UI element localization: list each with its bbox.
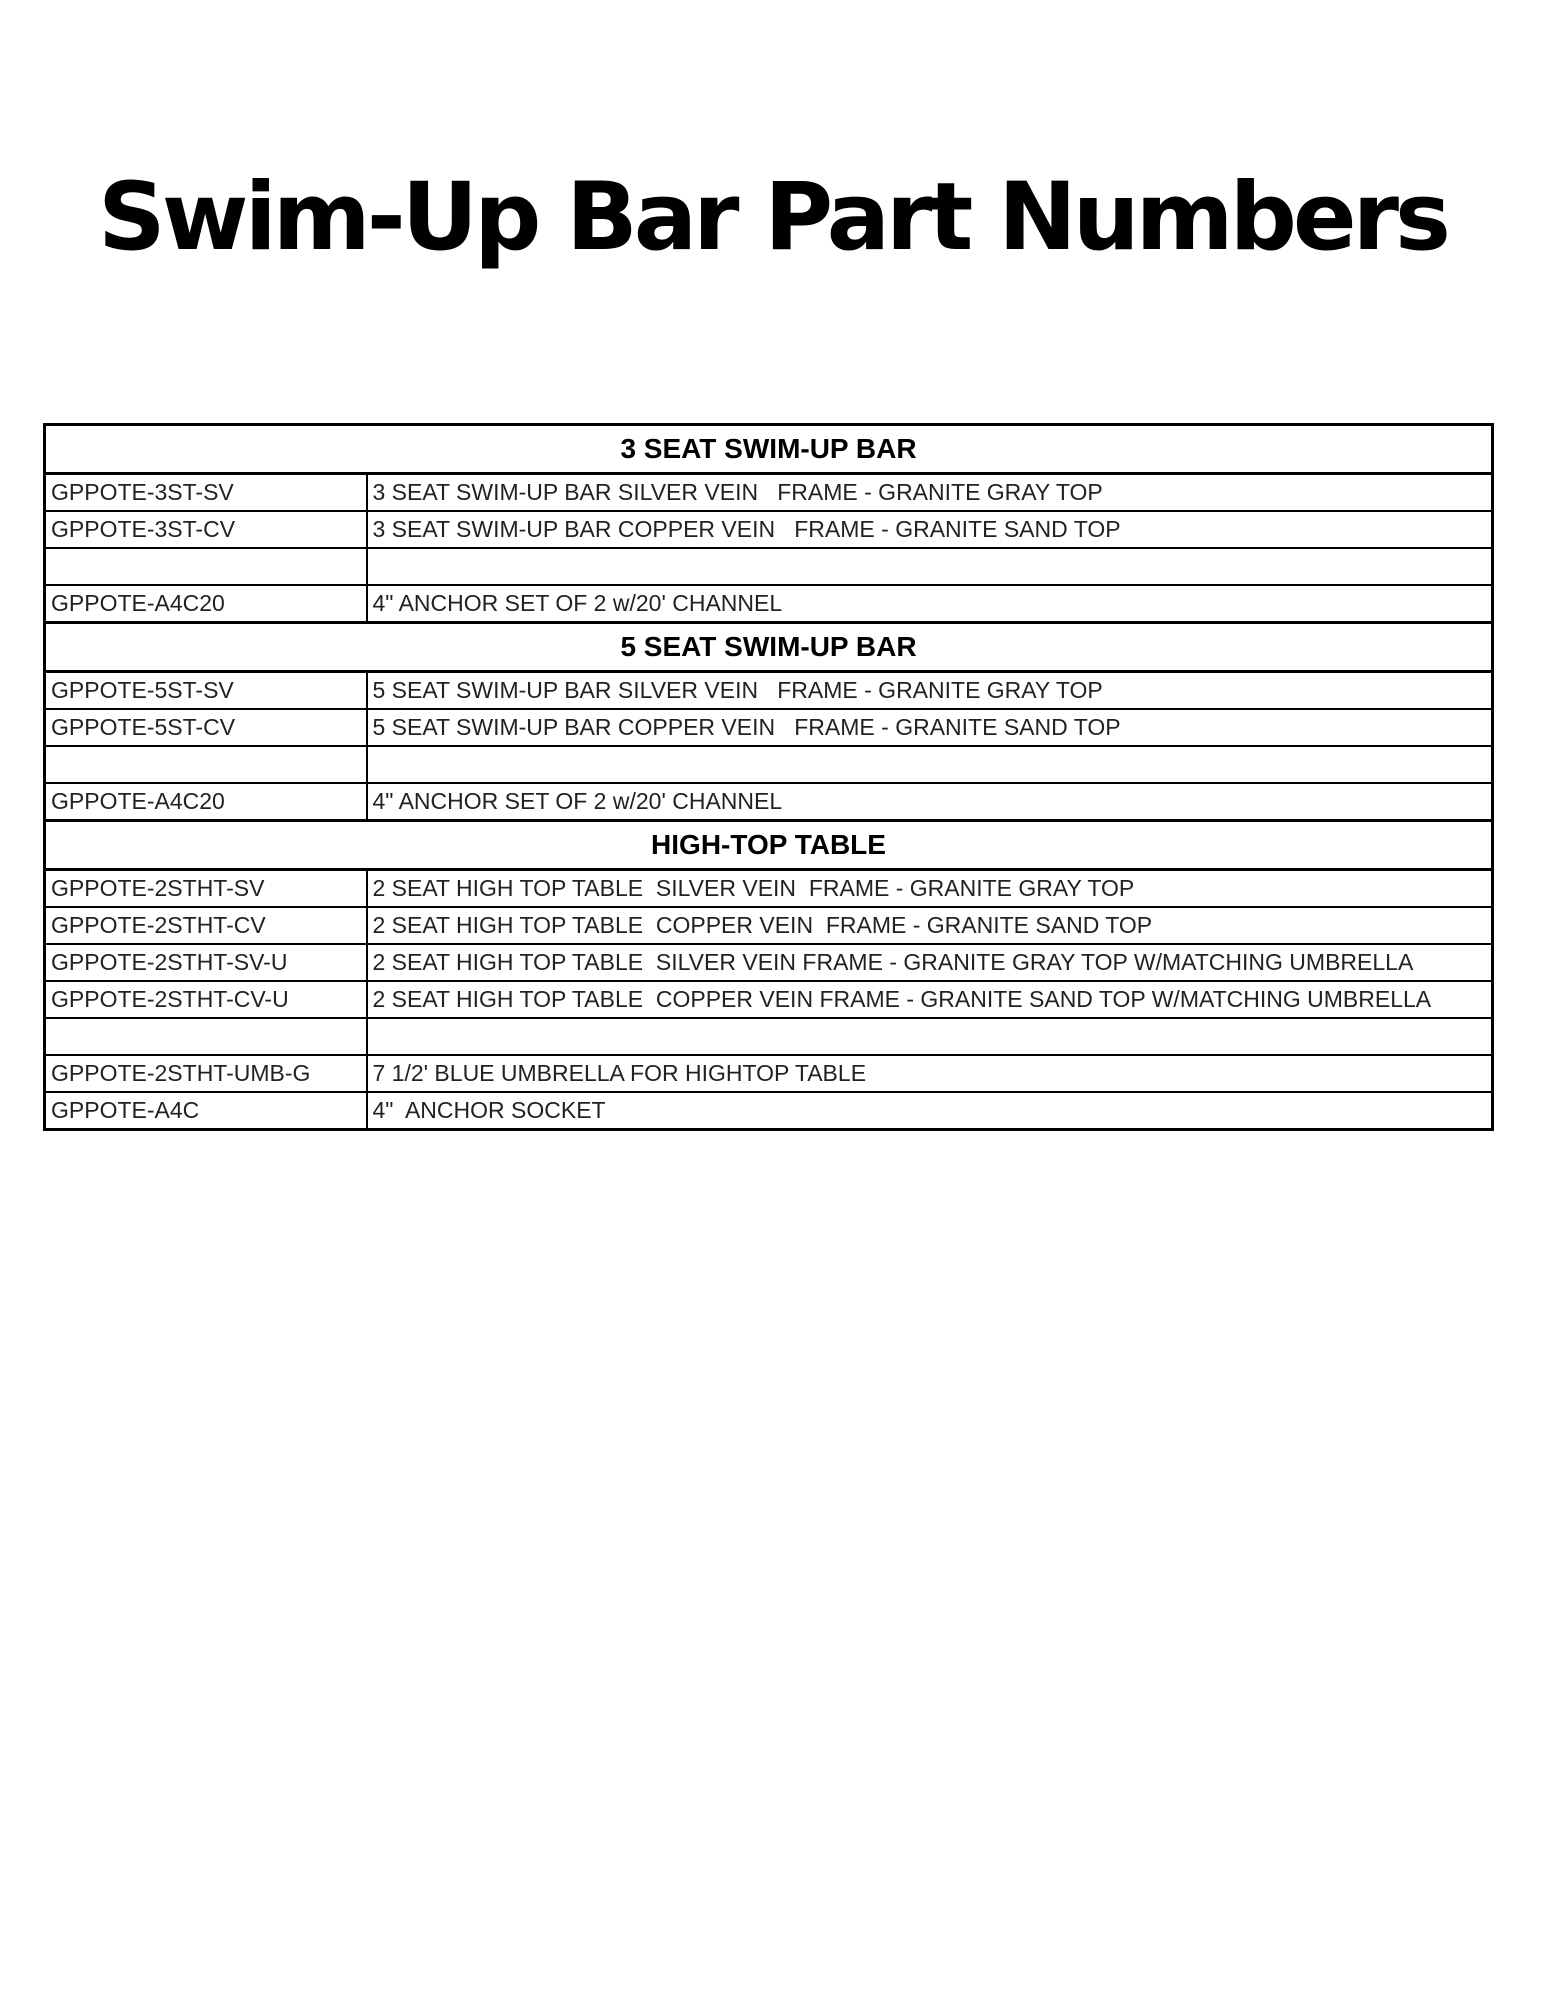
description-cell: 3 SEAT SWIM-UP BAR COPPER VEIN FRAME - GRANITE SAND TOP [367, 511, 1493, 548]
part-number-cell: GPPOTE-5ST-SV [45, 672, 367, 710]
table-row [45, 783, 1493, 821]
section-header-row [45, 425, 1493, 474]
part-number-cell: GPPOTE-2STHT-UMB-G [45, 1055, 367, 1092]
blank-row [45, 1018, 1493, 1055]
page-title: Swim-Up Bar Part Numbers [98, 163, 1447, 272]
table-row [45, 981, 1493, 1018]
description-cell: 2 SEAT HIGH TOP TABLE SILVER VEIN FRAME - GRANITE GRAY TOP [367, 870, 1493, 908]
description-cell: 3 SEAT SWIM-UP BAR SILVER VEIN FRAME - GRANITE GRAY TOP [367, 474, 1493, 512]
table-row [45, 870, 1493, 908]
part-number-cell [45, 1018, 367, 1055]
description-cell [367, 746, 1493, 783]
part-number-cell: GPPOTE-3ST-CV [45, 511, 367, 548]
part-number-cell: GPPOTE-2STHT-CV [45, 907, 367, 944]
blank-row [45, 746, 1493, 783]
description-cell: 4" ANCHOR SOCKET [367, 1092, 1493, 1130]
part-number-cell: GPPOTE-A4C20 [45, 783, 367, 821]
description-cell: 2 SEAT HIGH TOP TABLE COPPER VEIN FRAME - GRANITE SAND TOP W/MATCHING UMBRELLA [367, 981, 1493, 1018]
section-heading: HIGH-TOP TABLE [45, 821, 1493, 870]
part-number-cell: GPPOTE-A4C [45, 1092, 367, 1130]
parts-table-body [45, 425, 1493, 1130]
part-number-cell [45, 746, 367, 783]
part-number-cell: GPPOTE-2STHT-SV-U [45, 944, 367, 981]
table-row [45, 1092, 1493, 1130]
blank-row [45, 548, 1493, 585]
table-row [45, 944, 1493, 981]
description-cell [367, 1018, 1493, 1055]
table-row [45, 1055, 1493, 1092]
section-heading: 3 SEAT SWIM-UP BAR [45, 425, 1493, 474]
section-header-row [45, 821, 1493, 870]
description-cell: 2 SEAT HIGH TOP TABLE COPPER VEIN FRAME - GRANITE SAND TOP [367, 907, 1493, 944]
section-header-row [45, 623, 1493, 672]
section-heading: 5 SEAT SWIM-UP BAR [45, 623, 1493, 672]
part-number-cell: GPPOTE-2STHT-SV [45, 870, 367, 908]
table-row [45, 474, 1493, 512]
part-number-cell: GPPOTE-3ST-SV [45, 474, 367, 512]
table-row [45, 511, 1493, 548]
description-cell: 7 1/2' BLUE UMBRELLA FOR HIGHTOP TABLE [367, 1055, 1493, 1092]
table-row [45, 672, 1493, 710]
description-cell: 4" ANCHOR SET OF 2 w/20' CHANNEL [367, 783, 1493, 821]
description-cell: 2 SEAT HIGH TOP TABLE SILVER VEIN FRAME - GRANITE GRAY TOP W/MATCHING UMBRELLA [367, 944, 1493, 981]
table-row [45, 907, 1493, 944]
parts-table [43, 423, 1494, 1131]
table-row [45, 585, 1493, 623]
part-number-cell [45, 548, 367, 585]
part-number-cell: GPPOTE-A4C20 [45, 585, 367, 623]
description-cell: 5 SEAT SWIM-UP BAR COPPER VEIN FRAME - GRANITE SAND TOP [367, 709, 1493, 746]
part-number-cell: GPPOTE-2STHT-CV-U [45, 981, 367, 1018]
table-row [45, 709, 1493, 746]
part-number-cell: GPPOTE-5ST-CV [45, 709, 367, 746]
description-cell: 5 SEAT SWIM-UP BAR SILVER VEIN FRAME - GRANITE GRAY TOP [367, 672, 1493, 710]
description-cell: 4" ANCHOR SET OF 2 w/20' CHANNEL [367, 585, 1493, 623]
description-cell [367, 548, 1493, 585]
